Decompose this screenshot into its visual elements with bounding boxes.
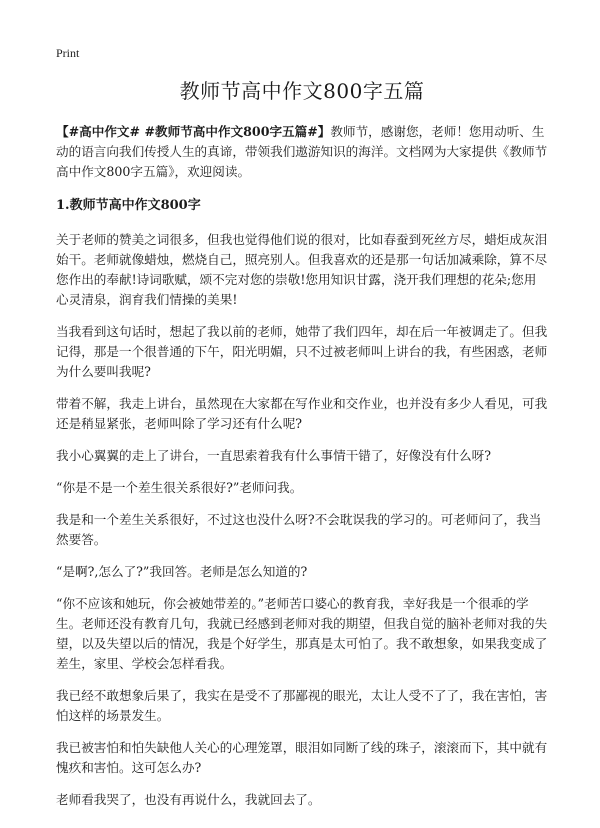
section-heading: 1.教师节高中作文800字 xyxy=(56,198,201,213)
print-link[interactable]: Print xyxy=(56,46,80,60)
paragraph-9: 我已经不敢想象后果了，我实在是受不了那鄙视的眼光，太让人受不了了，我在害怕，害怕这样的场景发生。 xyxy=(56,688,548,723)
intro-tag: 【#高中作文# #教师节高中作文800字五篇#】 xyxy=(56,124,331,139)
paragraph-1: 关于老师的赞美之词很多，但我也觉得他们说的很对，比如春蚕到死丝方尽，蜡炬成灰泪始干。老师就像蜡烛，燃烧自己，照亮别人。但我喜欢的还是那一句话加减乘除，算不尽您作出的奉献!诗词歌赋，颂不完对您的崇敬!您用知识甘露，浇开我们理想的花朵;您用心灵清泉，润育我们情操的美果! xyxy=(56,232,548,307)
intro-paragraph xyxy=(56,122,548,182)
document-title: 教师节高中作文800字五篇 xyxy=(179,79,425,103)
paragraph-3: 带着不解，我走上讲台，虽然现在大家都在写作业和交作业，也并没有多少人看见，可我还是稍显紧张，老师叫除了学习还有什么呢? xyxy=(56,396,548,431)
paragraph-5: “你是不是一个差生很关系很好?”老师问我。 xyxy=(56,480,303,495)
intro-text: 教师节，感谢您，老师！您用动听、生动的语言向我们传授人生的真谛，带领我们遨游知识的海洋。文档网为大家提供《教师节高中作文800字五篇》，欢迎阅读。 xyxy=(56,124,548,179)
paragraph-4: 我小心翼翼的走上了讲台，一直思索着我有什么事情干错了，好像没有什么呀? xyxy=(56,448,491,463)
paragraph-8: “你不应该和她玩，你会被她带差的。”老师苦口婆心的教育我，幸好我是一个很乖的学生。老师还没有教育几句，我就已经感到老师对我的期望，但我自觉的脑补老师对我的失望，以及失望以后的情况，我是个好学生，那真是太可怕了。我不敢想象，如果我变成了差生，家里、学校会怎样看我。 xyxy=(56,596,548,671)
paragraph-2: 当我看到这句话时，想起了我以前的老师，她带了我们四年，却在后一年被调走了。但我记得，那是一个很普通的下午，阳光明媚，只不过被老师叫上讲台的我，有些困惑，老师为什么要叫我呢? xyxy=(56,324,548,379)
paragraph-6: 我是和一个差生关系很好，不过这也没什么呀?不会耽误我的学习的。可老师问了，我当然要答。 xyxy=(56,512,542,547)
paragraph-10: 我已被害怕和怕失缺他人关心的心理笼罩，眼泪如同断了线的珠子，滚滚而下，其中就有愧疚和害怕。这可怎么办? xyxy=(56,740,548,775)
paragraph-11: 老师看我哭了，也没有再说什么，我就回去了。 xyxy=(56,792,321,807)
paragraph-7: “是啊?,怎么了?”我回答。老师是怎么知道的? xyxy=(56,564,308,579)
